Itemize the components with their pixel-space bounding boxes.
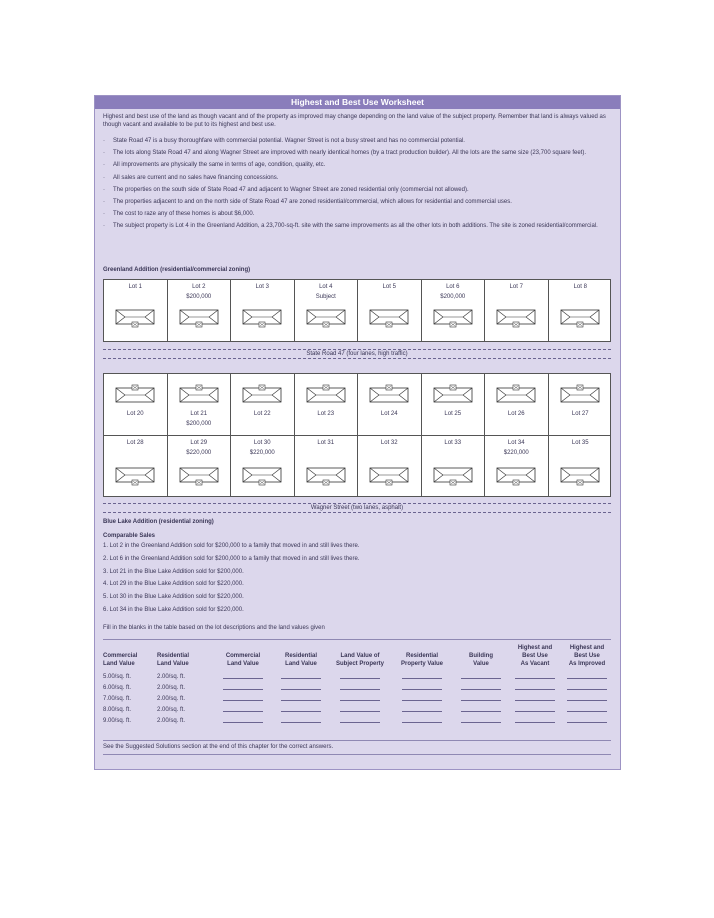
lot-name: Lot 3 bbox=[255, 284, 269, 290]
column-header: Commercial Land Value bbox=[103, 653, 138, 667]
house-icon bbox=[179, 384, 219, 404]
lot-name: Lot 26 bbox=[507, 411, 525, 417]
blank-field[interactable] bbox=[213, 682, 273, 693]
comparable-heading: Comparable Sales bbox=[103, 533, 156, 539]
lot-cell bbox=[168, 436, 232, 497]
wagner-street bbox=[103, 503, 611, 513]
lot-cell bbox=[104, 436, 168, 497]
lot-name: Lot 7 bbox=[509, 284, 523, 290]
house-icon bbox=[115, 384, 155, 404]
lot-name: Lot 30 bbox=[253, 440, 271, 446]
blank-field[interactable] bbox=[453, 671, 509, 682]
house-icon bbox=[496, 384, 536, 404]
assumption-item bbox=[103, 186, 613, 194]
table-cell: 8.00/sq. ft. bbox=[103, 706, 132, 713]
blank-field[interactable] bbox=[391, 704, 453, 715]
house-icon bbox=[115, 308, 155, 328]
lot-cell bbox=[295, 436, 359, 497]
bullet-icon: · bbox=[103, 223, 105, 230]
table-cell: 9.00/sq. ft. bbox=[103, 717, 132, 724]
blank-field[interactable] bbox=[391, 693, 453, 704]
house-icon bbox=[369, 308, 409, 328]
column-header: Residential Land Value bbox=[284, 653, 317, 667]
table-row bbox=[103, 715, 613, 726]
lot-value: $220,000 bbox=[186, 450, 212, 456]
house-icon bbox=[496, 308, 536, 328]
lot-cell bbox=[358, 280, 422, 341]
blank-field[interactable] bbox=[509, 715, 561, 726]
lot-name: Lot 8 bbox=[573, 284, 587, 290]
assumption-item bbox=[103, 210, 613, 218]
road-label: State Road 47 (four lanes, high traffic) bbox=[302, 350, 411, 358]
table-row bbox=[103, 704, 613, 715]
blank-field[interactable] bbox=[273, 682, 329, 693]
lot-cell bbox=[485, 280, 549, 341]
table-row bbox=[103, 693, 613, 704]
state-road-47 bbox=[103, 349, 611, 359]
blank-field[interactable] bbox=[273, 671, 329, 682]
house-icon bbox=[433, 308, 473, 328]
house-icon bbox=[306, 466, 346, 486]
blank-field[interactable] bbox=[453, 682, 509, 693]
bullet-icon: · bbox=[103, 150, 105, 157]
house-icon bbox=[179, 466, 219, 486]
lot-cell bbox=[549, 280, 613, 341]
greenland-lots bbox=[103, 279, 611, 342]
house-icon bbox=[369, 384, 409, 404]
lot-cell bbox=[549, 374, 613, 435]
column-header: Commercial Land Value bbox=[225, 653, 261, 667]
bullet-icon: · bbox=[103, 174, 105, 181]
column-header: Residential Land Value bbox=[157, 653, 190, 667]
assumption-item bbox=[103, 174, 613, 182]
lot-name: Lot 2 bbox=[192, 284, 206, 290]
table-cell: 2.00/sq. ft. bbox=[157, 684, 186, 691]
blank-field[interactable] bbox=[329, 704, 391, 715]
comparable-item: 1. Lot 2 in the Greenland Addition sold for $200,000 to a family that moved in and still lives there. bbox=[103, 543, 360, 549]
assumption-list bbox=[103, 137, 613, 235]
lot-value: $200,000 bbox=[186, 294, 212, 300]
assumption-text: State Road 47 is a busy thoroughfare with commercial potential. Wagner Street is not a busy street and has no commercial potential. bbox=[113, 138, 465, 144]
table-cell: 2.00/sq. ft. bbox=[157, 673, 186, 680]
lot-value: $200,000 bbox=[186, 421, 212, 427]
bullet-icon: · bbox=[103, 138, 105, 144]
assumption-item bbox=[103, 198, 613, 206]
comparable-item: 4. Lot 29 in the Blue Lake Addition sold for $220,000. bbox=[103, 581, 244, 588]
blank-field[interactable] bbox=[561, 693, 613, 704]
lot-cell bbox=[104, 374, 168, 435]
blank-field[interactable] bbox=[273, 704, 329, 715]
blank-field[interactable] bbox=[213, 704, 273, 715]
blank-field[interactable] bbox=[213, 671, 273, 682]
footer-note: See the Suggested Solutions section at the end of this chapter for the correct answers. bbox=[103, 744, 334, 750]
lot-name: Lot 29 bbox=[190, 440, 208, 446]
house-icon bbox=[560, 308, 600, 328]
blank-field[interactable] bbox=[453, 704, 509, 715]
comparable-item: 2. Lot 6 in the Greenland Addition sold for $200,000 to a family that moved in and still lives there. bbox=[103, 555, 360, 562]
intro-paragraph: Highest and best use of the land as though vacant and of the property as improved may change depending on the land value of the subject property. Remember that land is always valued as though vacant and available to be put to its highest and best use. bbox=[103, 114, 606, 129]
lot-cell bbox=[231, 374, 295, 435]
assumption-text: The lots along State Road 47 and along Wagner Street are improved with nearly identical homes (by a tract production builder). All the lots are the same size (23,700 square feet). bbox=[113, 150, 587, 157]
blank-field[interactable] bbox=[509, 682, 561, 693]
lot-name: Lot 34 bbox=[507, 440, 525, 446]
lot-cell bbox=[231, 280, 295, 341]
lot-cell bbox=[485, 436, 549, 497]
blank-field[interactable] bbox=[391, 715, 453, 726]
worksheet-title: Highest and Best Use Worksheet bbox=[95, 96, 620, 109]
bullet-icon: · bbox=[103, 199, 105, 206]
house-icon bbox=[306, 308, 346, 328]
lot-name: Lot 33 bbox=[444, 440, 462, 446]
blank-field[interactable] bbox=[509, 671, 561, 682]
bullet-icon: · bbox=[103, 186, 105, 193]
bullet-icon: · bbox=[103, 211, 105, 218]
house-icon bbox=[560, 384, 600, 404]
column-header: Land Value of Subject Property bbox=[335, 653, 384, 667]
blank-field[interactable] bbox=[509, 704, 561, 715]
house-icon bbox=[433, 466, 473, 486]
lot-value: $220,000 bbox=[503, 450, 529, 456]
fill-instruction: Fill in the blanks in the table based on the lot descriptions and the land values given bbox=[103, 625, 325, 631]
blank-field[interactable] bbox=[453, 715, 509, 726]
lot-name: Lot 24 bbox=[380, 411, 398, 417]
lot-name: Lot 35 bbox=[571, 440, 589, 446]
assumption-text: The properties on the south side of State Road 47 and adjacent to Wagner Street are zoned residential only (commercial not allowed). bbox=[113, 186, 469, 193]
assumption-text: All improvements are physically the same in terms of age, condition, quality, etc. bbox=[113, 162, 326, 169]
lot-name: Lot 22 bbox=[253, 411, 271, 417]
table-row bbox=[103, 682, 613, 693]
blank-field[interactable] bbox=[329, 715, 391, 726]
lot-cell bbox=[295, 280, 359, 341]
blank-field[interactable] bbox=[329, 671, 391, 682]
lot-cell bbox=[168, 280, 232, 341]
road-label: Wagner Street (two lanes, asphalt) bbox=[307, 504, 407, 512]
blank-field[interactable] bbox=[453, 693, 509, 704]
bullet-icon: · bbox=[103, 162, 105, 169]
table-cell: 7.00/sq. ft. bbox=[103, 695, 132, 702]
worksheet-panel bbox=[94, 95, 621, 770]
assumption-text: The properties adjacent to and on the north side of State Road 47 are zoned residential/commercial, which allows for residential and commercial uses. bbox=[113, 199, 512, 206]
blank-field[interactable] bbox=[273, 693, 329, 704]
lot-name: Lot 27 bbox=[571, 411, 589, 417]
lot-cell bbox=[231, 436, 295, 497]
lot-value: Subject bbox=[315, 294, 336, 300]
column-header: Building Value bbox=[469, 653, 493, 667]
assumption-item bbox=[103, 137, 613, 145]
table-row bbox=[103, 671, 613, 682]
blank-field[interactable] bbox=[329, 682, 391, 693]
lot-name: Lot 6 bbox=[446, 284, 460, 290]
comparable-item: 5. Lot 30 in the Blue Lake Addition sold for $220,000. bbox=[103, 594, 244, 601]
blank-field[interactable] bbox=[561, 682, 613, 693]
lot-cell bbox=[104, 280, 168, 341]
comparable-item: 6. Lot 34 in the Blue Lake Addition sold for $220,000. bbox=[103, 606, 244, 613]
lot-name: Lot 31 bbox=[317, 440, 335, 446]
lot-name: Lot 25 bbox=[444, 411, 462, 417]
lot-cell bbox=[422, 436, 486, 497]
column-header: Residential Property Value bbox=[400, 653, 444, 667]
house-icon bbox=[242, 466, 282, 486]
greenland-heading: Greenland Addition (residential/commercial zoning) bbox=[103, 267, 251, 273]
house-icon bbox=[369, 466, 409, 486]
lot-name: Lot 5 bbox=[382, 284, 396, 290]
lot-name: Lot 32 bbox=[380, 440, 398, 446]
lot-value: $220,000 bbox=[249, 450, 275, 456]
house-icon bbox=[306, 384, 346, 404]
house-icon bbox=[560, 466, 600, 486]
table-cell: 2.00/sq. ft. bbox=[157, 717, 186, 724]
blank-field[interactable] bbox=[329, 693, 391, 704]
house-icon bbox=[115, 466, 155, 486]
lot-name: Lot 28 bbox=[126, 440, 144, 446]
lot-cell bbox=[358, 436, 422, 497]
lot-name: Lot 23 bbox=[317, 411, 335, 417]
table-cell: 6.00/sq. ft. bbox=[103, 684, 132, 691]
assumption-text: The cost to raze any of these homes is about $6,000. bbox=[113, 211, 255, 218]
assumption-text: All sales are current and no sales have financing concessions. bbox=[113, 174, 279, 181]
blank-field[interactable] bbox=[213, 715, 273, 726]
table-cell: 2.00/sq. ft. bbox=[157, 706, 186, 713]
hbu-table bbox=[103, 644, 613, 726]
lot-cell bbox=[358, 374, 422, 435]
table-cell: 5.00/sq. ft. bbox=[103, 673, 132, 680]
assumption-item bbox=[103, 149, 613, 157]
blank-field[interactable] bbox=[509, 693, 561, 704]
column-header: Highest and Best Use As Vacant bbox=[517, 645, 553, 667]
lot-name: Lot 1 bbox=[128, 284, 142, 290]
blank-field[interactable] bbox=[561, 704, 613, 715]
blue-lake-lots bbox=[103, 373, 611, 497]
lot-cell bbox=[422, 280, 486, 341]
comparable-sales-list bbox=[103, 542, 360, 619]
house-icon bbox=[433, 384, 473, 404]
lot-cell bbox=[295, 374, 359, 435]
blank-field[interactable] bbox=[213, 693, 273, 704]
lot-cell bbox=[549, 436, 613, 497]
blank-field[interactable] bbox=[391, 682, 453, 693]
assumption-item bbox=[103, 222, 613, 230]
assumption-item bbox=[103, 161, 613, 169]
blank-field[interactable] bbox=[391, 671, 453, 682]
house-icon bbox=[242, 384, 282, 404]
lot-cell bbox=[485, 374, 549, 435]
blank-field[interactable] bbox=[561, 671, 613, 682]
lot-name: Lot 4 bbox=[319, 284, 333, 290]
column-header: Highest and Best Use As Improved bbox=[568, 645, 606, 667]
assumption-text: The subject property is Lot 4 in the Greenland Addition, a 23,700-sq-ft. site with the same improvements as all the other lots in both additions. The site is zoned residential/commercial. bbox=[113, 223, 598, 230]
lot-name: Lot 20 bbox=[126, 411, 144, 417]
comparable-item: 3. Lot 21 in the Blue Lake Addition sold for $200,000. bbox=[103, 568, 244, 575]
house-icon bbox=[496, 466, 536, 486]
blank-field[interactable] bbox=[273, 715, 329, 726]
lot-name: Lot 21 bbox=[190, 411, 208, 417]
house-icon bbox=[242, 308, 282, 328]
lot-cell bbox=[168, 374, 232, 435]
lot-cell bbox=[422, 374, 486, 435]
blank-field[interactable] bbox=[561, 715, 613, 726]
house-icon bbox=[179, 308, 219, 328]
table-cell: 2.00/sq. ft. bbox=[157, 695, 186, 702]
lot-value: $200,000 bbox=[440, 294, 466, 300]
bluelake-heading: Blue Lake Addition (residential zoning) bbox=[103, 519, 214, 525]
